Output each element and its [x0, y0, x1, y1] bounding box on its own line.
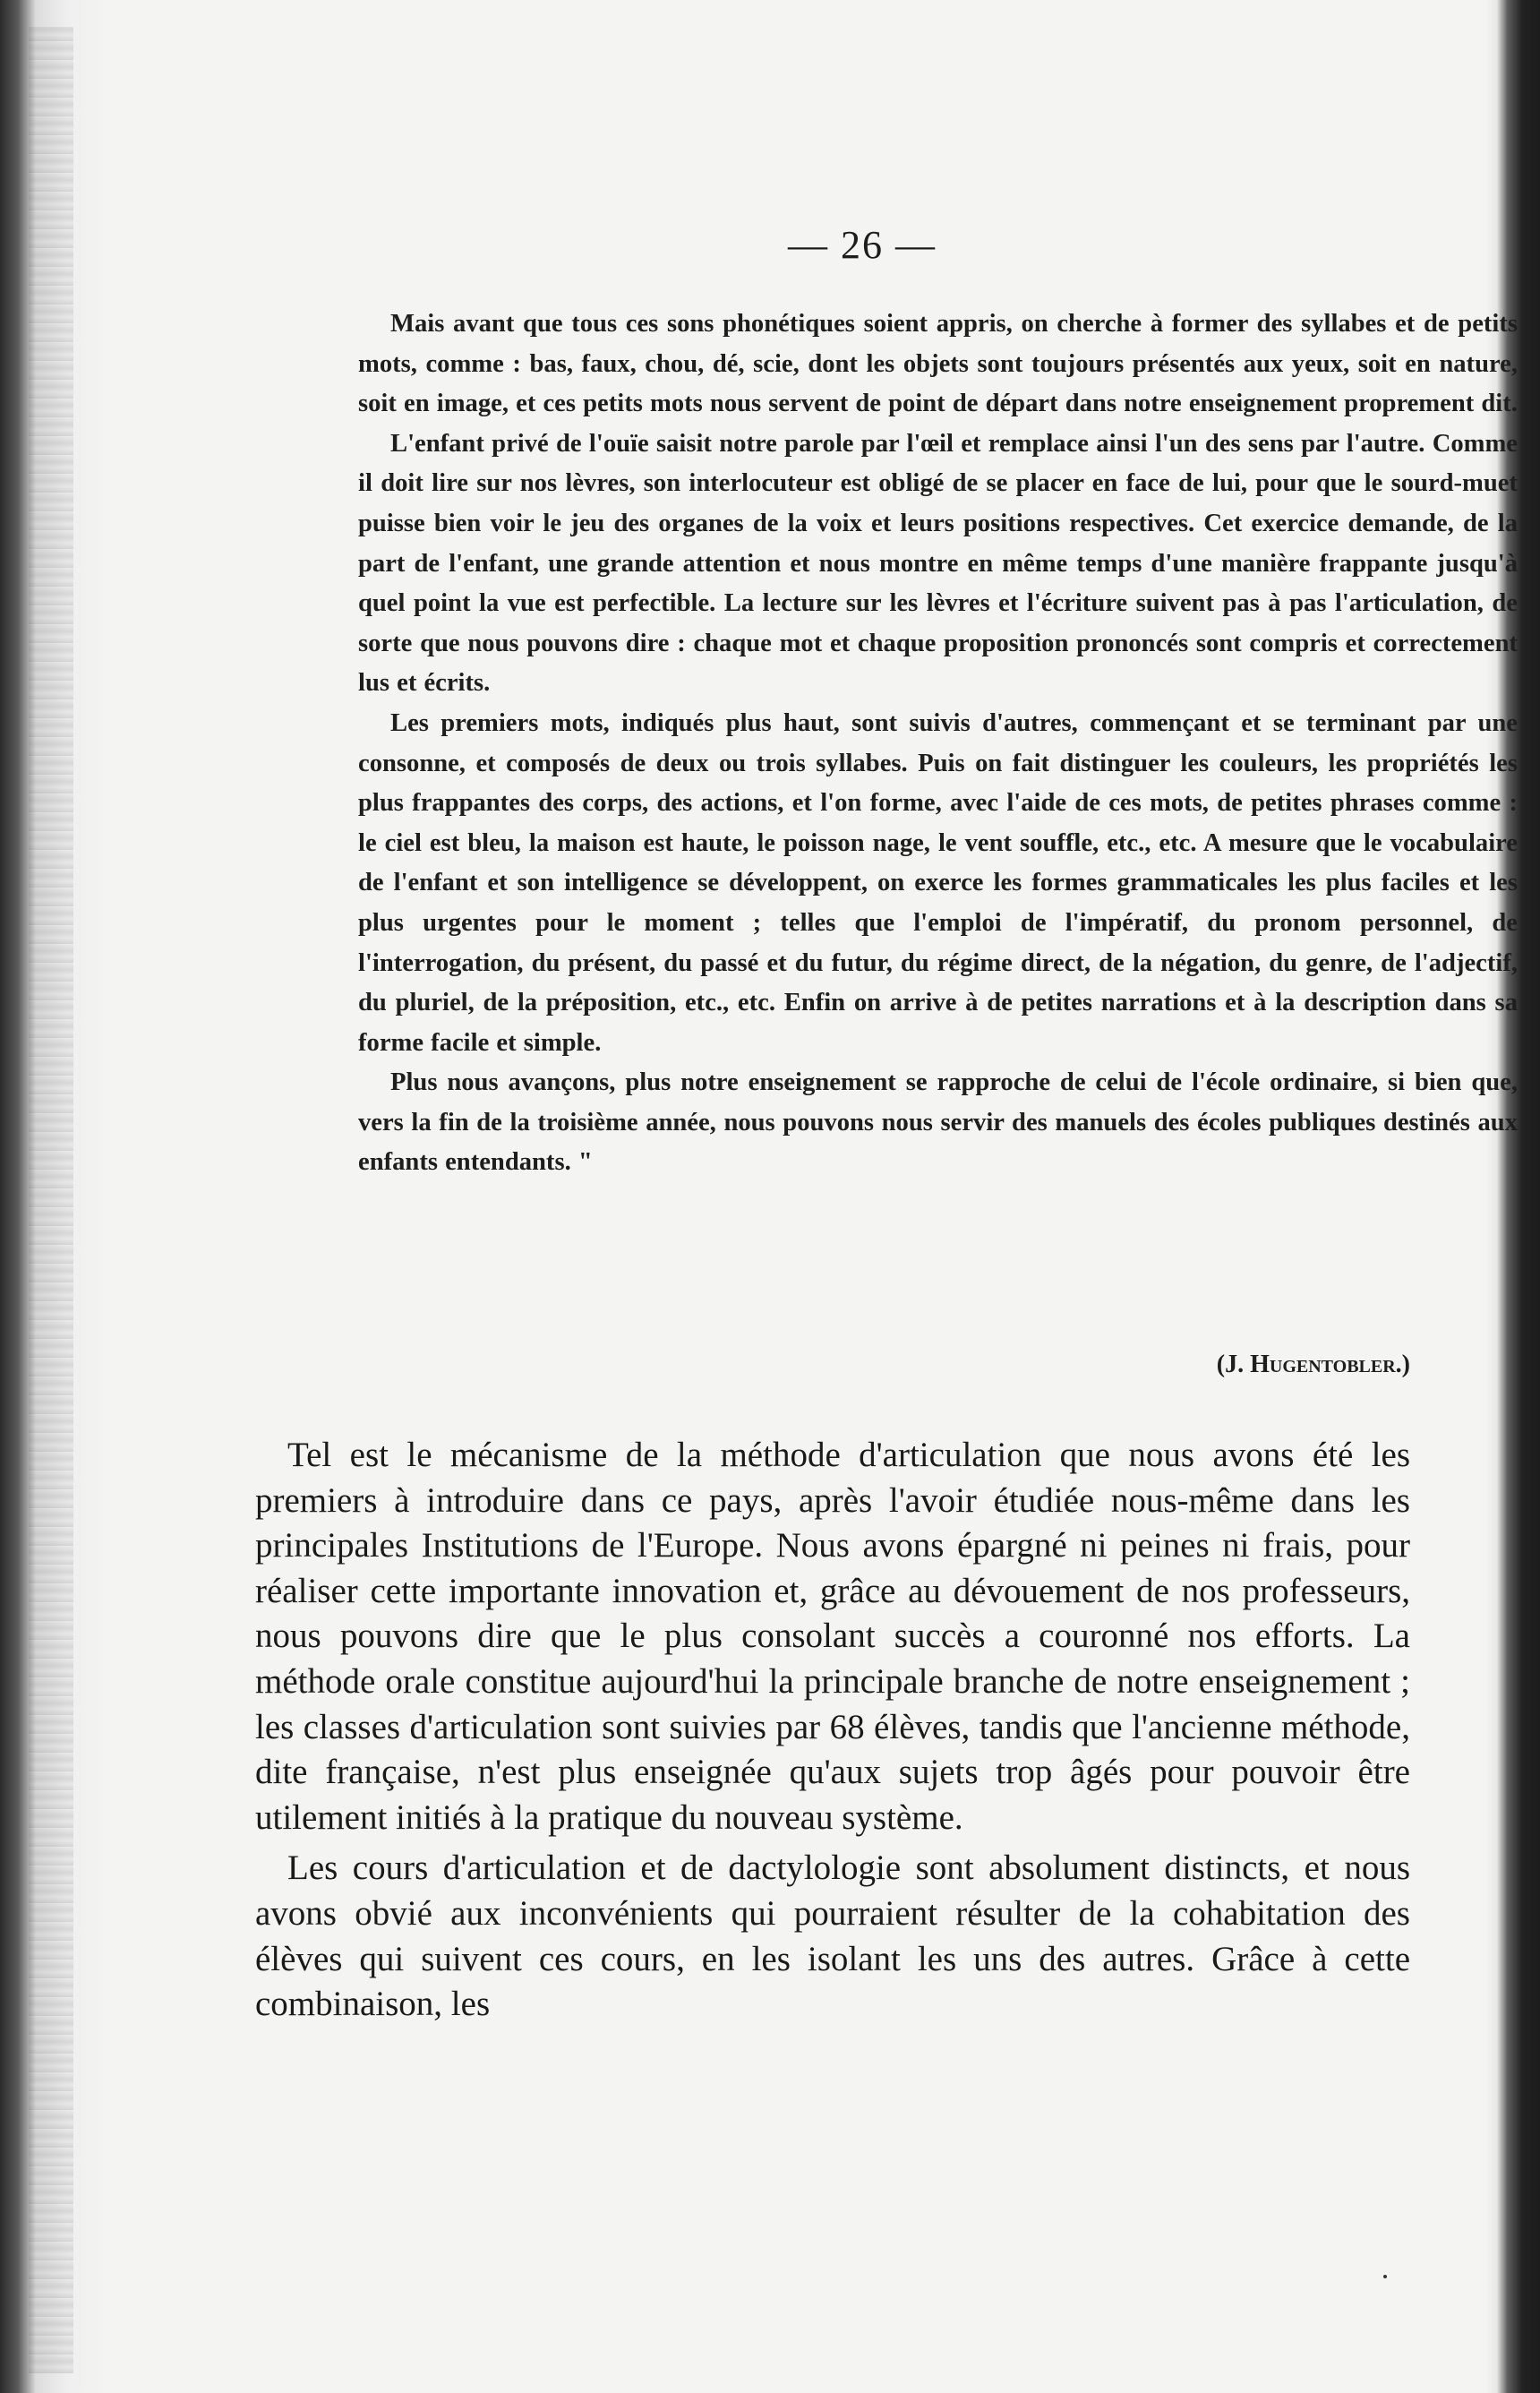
signature-text: (J. Hugentobler.) — [1216, 1351, 1410, 1378]
quote-paragraph: L'enfant privé de l'ouïe saisit notre parole par l'œil et remplace ainsi l'un des sens par l'autre. Comme il doit lire sur nos lèvres, son interlocuteur est obligé de se placer en face de lui, pour que le sourd-muet puisse bien voir le jeu des organes de la voix et leurs positions respectives. Cet exercice demande, de la part de l'enfant, une grande attention et nous montre en même temps d'une manière frappante jusqu'à quel point la vue est perfectible. La lecture sur les lèvres et l'écriture suivent pas à pas l'articulation, de sorte que nous pouvons dire : chaque mot et chaque proposition prononcés sont compris et correctement lus et écrits. — [358, 429, 1518, 698]
binding-edge — [29, 27, 73, 2373]
book-page — [107, 0, 1518, 2393]
main-paragraph: Les cours d'articulation et de dactylologie sont absolument distincts, et nous avons obvié aux inconvénients qui pourraient résulter de la cohabitation des élèves qui suivent ces cours, en les isolant les uns des autres. Grâce à cette combinaison, les — [255, 1848, 1410, 2024]
quote-paragraph: Les premiers mots, indiqués plus haut, sont suivis d'autres, commençant et se terminant par une consonne, et composés de deux ou trois syllabes. Puis on fait distinguer les couleurs, les propriétés les plus frappantes des corps, des actions, et l'on forme, avec l'aide de ces mots, de petites phrases comme : le ciel est bleu, la maison est haute, le poisson nage, le vent souffle, etc., etc. A mesure que le vocabulaire de l'enfant et son intelligence se développent, on exerce les formes grammaticales les plus faciles et les plus urgentes pour le moment ; telles que l'emploi de l'impératif, du pronom personnel, de l'interrogation, du présent, du passé et du futur, du régime direct, de la négation, du genre, de l'adjectif, du pluriel, de la préposition, etc., etc. Enfin on arrive à de petites narrations et à la description dans sa forme facile et simple. — [358, 708, 1518, 1057]
quote-paragraph: Plus nous avançons, plus notre enseignement se rapproche de celui de l'école ordinaire, si bien que, vers la fin de la troisième année, nous pouvons nous servir des manuels des écoles publiques destinés aux enfants entendants. " — [358, 1068, 1518, 1177]
ink-speck — [1383, 2275, 1387, 2278]
quote-signature — [895, 1351, 1410, 1379]
quote-paragraph: Mais avant que tous ces sons phonétiques soient appris, on cherche à former des syllabes et de petits mots, comme : bas, faux, chou, dé, scie, dont les objets sont toujours présentés aux yeux, soit en nature, soit en image, et ces petits mots nous servent de point de départ dans notre enseignement proprement dit. — [358, 310, 1518, 418]
main-text — [255, 1433, 1410, 2033]
page-number: — 26 — — [788, 223, 937, 267]
main-paragraph: Tel est le mécanisme de la méthode d'articulation que nous avons été les premiers à introduire dans ce pays, après l'avoir étudiée nous-même dans les principales Institutions de l'Europe. Nous avons épargné ni peines ni frais, pour réaliser cette importante innovation et, grâce au dévouement de nos professeurs, nous pouvons dire que le plus consolant succès a couronné nos efforts. La méthode orale constitue aujourd'hui la principale branche de notre enseignement ; les classes d'articulation sont suivies par 68 élèves, tandis que l'ancienne méthode, dite française, n'est plus enseignée qu'aux sujets trop âgés pour pouvoir être utilement initiés à la pratique du nouveau système. — [255, 1436, 1410, 1837]
quoted-passage — [358, 304, 1518, 1183]
